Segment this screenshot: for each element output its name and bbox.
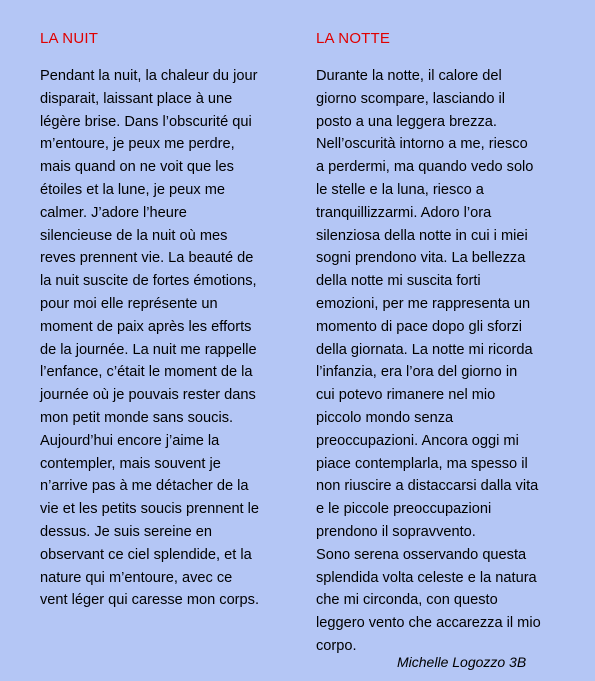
text-line: de la journée. La nuit me rappelle (40, 341, 257, 358)
text-line: la nuit suscite de fortes émotions, (40, 273, 257, 290)
text-line: e le piccole preoccupazioni (316, 501, 492, 518)
author-signature: Michelle Logozzo 3B (397, 654, 527, 670)
text-line: dessus. Je suis sereine en (40, 523, 212, 540)
text-line: n’arrive pas à me détacher de la (40, 478, 249, 495)
text-line: reves prennent vie. La beauté de (40, 250, 254, 267)
text-line: splendida volta celeste e la natura (316, 569, 537, 586)
text-line: étoiles et la lune, je peux me (40, 181, 225, 198)
text-line: vent léger qui caresse mon corps. (40, 592, 260, 609)
text-line: tranquillizzarmi. Adoro l’ora (316, 204, 492, 221)
text-line: silenziosa della notte in cui i miei (316, 227, 528, 244)
text-line: pour moi elle représente un (40, 295, 218, 312)
text-line: l’infanzia, era l’ora del giorno in (316, 364, 518, 381)
text-line: l’enfance, c’était le moment de la (40, 364, 253, 381)
text-line: che mi circonda, con questo (316, 592, 498, 609)
text-line: vie et les petits soucis prennent le (40, 501, 260, 518)
text-line: Nell’oscurità intorno a me, riesco (316, 136, 528, 153)
text-line: a perdermi, ma quando vedo solo (316, 159, 534, 176)
text-line: observant ce ciel splendide, et la (40, 546, 252, 563)
text-line: cui potevo rimanere nel mio (316, 387, 496, 404)
text-line: Durante la notte, il calore del (316, 68, 502, 84)
text-line: sogni prendono vita. La bellezza (316, 250, 526, 267)
text-line: nature qui m’entoure, avec ce (40, 569, 233, 586)
text-line: Aujourd’hui encore j’aime la (40, 432, 220, 449)
text-line: le stelle e la luna, riesco a (316, 181, 484, 198)
text-line: légère brise. Dans l’obscurité qui (40, 113, 252, 130)
text-line: calmer. J’adore l’heure (40, 204, 187, 221)
text-line: preoccupazioni. Ancora oggi mi (316, 432, 519, 449)
text-line: momento di pace dopo gli sforzi (316, 318, 523, 335)
french-column (40, 30, 290, 612)
text-line: piace contemplarla, ma spesso il (316, 455, 528, 472)
french-heading: LA NUIT (40, 30, 99, 47)
text-line: emozioni, per me rappresenta un (316, 295, 531, 312)
italian-heading: LA NOTTE (316, 30, 391, 47)
text-line: Sono serena osservando questa (316, 546, 527, 563)
text-line: mon petit monde sans soucis. (40, 409, 234, 426)
text-line: moment de paix après les efforts (40, 318, 252, 335)
italian-text (316, 65, 566, 658)
french-text (40, 65, 290, 612)
text-line: Pendant la nuit, la chaleur du jour (40, 68, 258, 84)
text-line: mais quand on ne voit que les (40, 159, 234, 176)
text-line: journée où je pouvais rester dans (40, 387, 256, 404)
text-line: non riuscire a distaccarsi dalla vita (316, 478, 539, 495)
text-line: della giornata. La notte mi ricorda (316, 341, 533, 358)
text-line: contempler, mais souvent je (40, 455, 221, 472)
italian-column (316, 30, 566, 658)
text-line: della notte mi suscita forti (316, 273, 481, 290)
text-line: leggero vento che accarezza il mio (316, 615, 541, 632)
text-line: disparait, laissant place à une (40, 90, 233, 107)
text-line: giorno scompare, lasciando il (316, 90, 506, 107)
text-line: posto a una leggera brezza. (316, 113, 497, 130)
text-line: silencieuse de la nuit où mes (40, 227, 228, 244)
text-line: m’entoure, je peux me perdre, (40, 136, 235, 153)
text-line: prendono il sopravvento. (316, 523, 476, 540)
text-line: piccolo mondo senza (316, 409, 454, 426)
text-line: corpo. (316, 637, 357, 654)
